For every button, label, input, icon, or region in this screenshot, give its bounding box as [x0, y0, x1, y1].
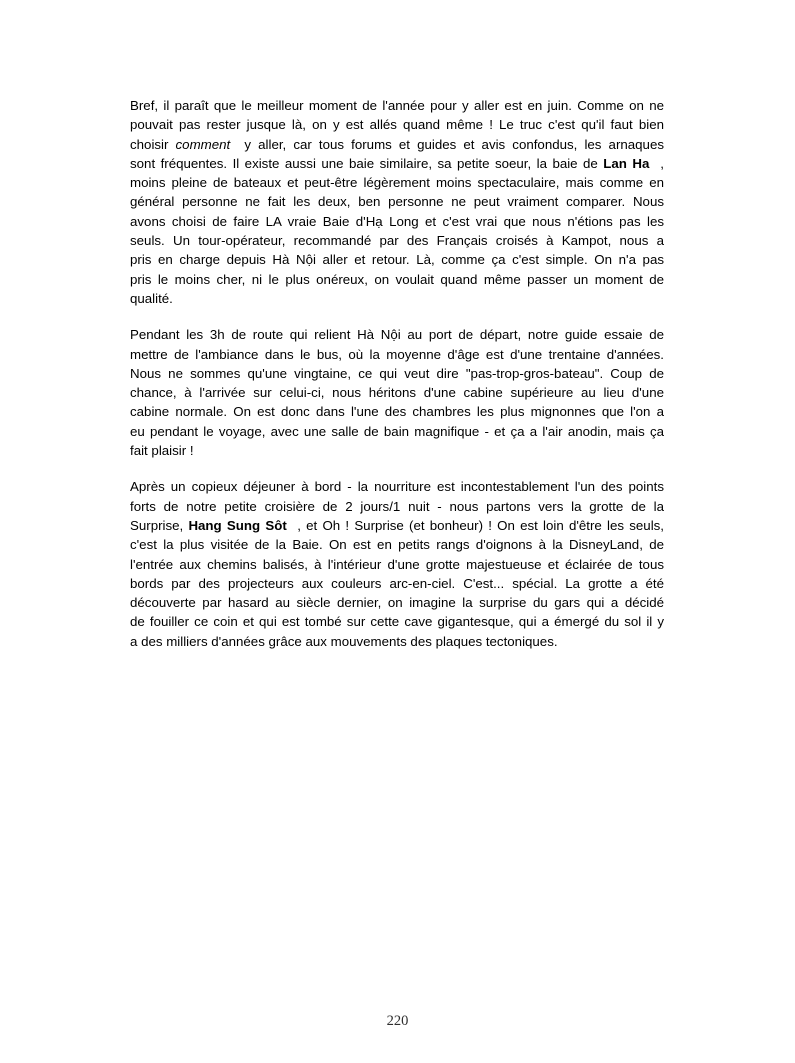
- paragraph: [130, 477, 664, 651]
- text-line: [130, 192, 664, 211]
- text-run: comment: [175, 136, 231, 152]
- text-run: bords par des projecteurs aux couleurs arc-en-ciel. C'est... spécial. La grotte a été: [130, 575, 664, 591]
- text-run: de fouiller ce coin et qui est tombé sur cette cave gigantesque, qui a émergé du sol il y: [130, 614, 664, 630]
- text-run: qualité.: [130, 290, 173, 306]
- text-line: [130, 574, 664, 593]
- article-text: [130, 96, 664, 668]
- text-run: chance, à l'arrivée sur celui-ci, nous héritons d'une cabine supérieure au lieu d'une: [130, 385, 664, 401]
- text-run: général personne ne fait les deux, ben personne ne peut vraiment comparer. Nous: [130, 194, 664, 210]
- text-line: [130, 231, 664, 250]
- text-line: [130, 212, 664, 231]
- text-line: [130, 612, 664, 631]
- page-footer: [0, 1013, 795, 1030]
- text-run: l'entrée aux chemins balisés, à l'intérieur d'une grotte majestueuse et éclairée de tous: [130, 556, 664, 572]
- text-line: [130, 497, 664, 516]
- text-run: Surprise,: [130, 517, 189, 533]
- text-line: [130, 593, 664, 612]
- text-line: [130, 135, 664, 154]
- text-line: [130, 632, 664, 651]
- text-run: forts de notre petite croisière de 2 jours/1 nuit - nous partons vers la grotte de la: [130, 498, 664, 514]
- text-run: , et Oh ! Surprise (et bonheur) ! On est loin d'être les seuls,: [286, 517, 664, 533]
- text-line: [130, 289, 664, 308]
- page-number: 220: [386, 1013, 409, 1029]
- text-run: a des milliers d'années grâce aux mouvements des plaques tectoniques.: [130, 633, 558, 649]
- text-line: [130, 555, 664, 574]
- text-run: choisir: [130, 136, 176, 152]
- text-run: avons choisi de faire LA vraie Baie d'Hạ Long et c'est vrai que nous n'étions pas les: [130, 213, 664, 229]
- paragraph: [130, 96, 664, 308]
- text-run: sont fréquentes. Il existe aussi une baie similaire, sa petite soeur, la baie de: [130, 155, 604, 171]
- text-line: [130, 422, 664, 441]
- text-run: cabine normale. On est donc dans l'une des chambres les plus mignonnes que l'on a: [130, 404, 664, 420]
- text-run: fait plaisir !: [130, 443, 194, 459]
- text-line: [130, 383, 664, 402]
- text-line: [130, 173, 664, 192]
- text-line: [130, 441, 664, 460]
- text-run: Hang Sung Sôt: [188, 517, 287, 533]
- text-run: y aller, car tous forums et guides et avis confondus, les arnaques: [230, 136, 664, 152]
- text-run: pouvait pas rester jusque là, on y est allés quand même ! Le truc c'est qu'il faut bien: [130, 117, 664, 133]
- text-run: Bref, il paraît que le meilleur moment de l'année pour y aller est en juin. Comme on ne: [130, 98, 664, 113]
- text-run: eu pendant le voyage, avec une salle de bain magnifique - et ça a l'air anodin, mais ça: [130, 423, 664, 439]
- text-line: [130, 250, 664, 269]
- text-line: [130, 154, 664, 173]
- text-run: Après un copieux déjeuner à bord - la nourriture est incontestablement l'un des points: [130, 479, 664, 495]
- text-line: [130, 115, 664, 134]
- text-run: Nous ne sommes qu'une vingtaine, ce qui veut dire "pas-trop-gros-bateau". Coup de: [130, 365, 664, 381]
- text-run: Pendant les 3h de route qui relient Hà Nội au port de départ, notre guide essaie de: [130, 327, 664, 343]
- text-run: découverte par hasard au siècle dernier, on imagine la surprise du gars qui a décidé: [130, 595, 664, 611]
- text-line: [130, 270, 664, 289]
- text-run: mettre de l'ambiance dans le bus, où la moyenne d'âge est d'une trentaine d'années.: [130, 346, 664, 362]
- text-run: ,: [649, 155, 664, 171]
- text-line: [130, 535, 664, 554]
- text-run: Lan Ha: [603, 155, 650, 171]
- text-line: [130, 516, 664, 535]
- paragraph: [130, 325, 664, 460]
- text-run: moins pleine de bateaux et peut-être légèrement moins spectaculaire, mais comme en: [130, 175, 664, 191]
- text-line: [130, 96, 664, 115]
- text-line: [130, 325, 664, 344]
- text-run: c'est la plus visitée de la Baie. On est en petits rangs d'oignons à la DisneyLand, de: [130, 537, 664, 553]
- text-line: [130, 402, 664, 421]
- text-line: [130, 364, 664, 383]
- text-run: pris le moins cher, ni le plus onéreux, on voulait quand même passer un moment de: [130, 271, 664, 287]
- text-line: [130, 477, 664, 496]
- text-run: seuls. Un tour-opérateur, recommandé par des Français croisés à Kampot, nous a: [130, 233, 664, 249]
- text-line: [130, 345, 664, 364]
- text-run: pris en charge depuis Hà Nội aller et retour. Là, comme ça c'est simple. On n'a pas: [130, 252, 664, 268]
